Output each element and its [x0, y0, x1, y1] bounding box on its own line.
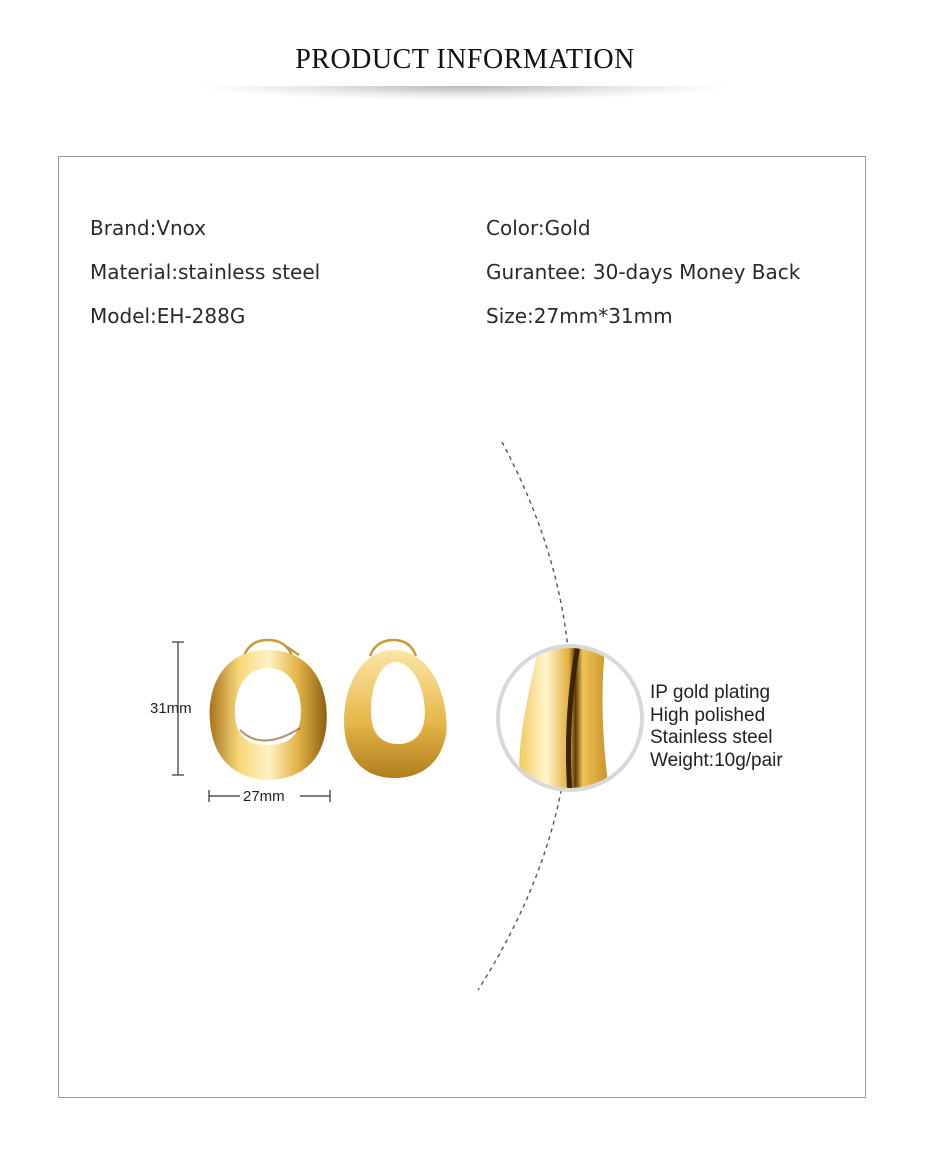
spec-guarantee: Gurantee: 30-days Money Back — [486, 260, 801, 284]
width-label: 27mm — [243, 788, 285, 805]
spec-color: Color:Gold — [486, 216, 591, 240]
feature-item: Weight:10g/pair — [650, 749, 783, 771]
spec-brand: Brand:Vnox — [90, 216, 207, 240]
zoom-detail-circle — [498, 640, 642, 800]
feature-item: IP gold plating — [650, 682, 771, 703]
feature-item: Stainless steel — [650, 727, 773, 748]
spec-size: Size:27mm*31mm — [486, 304, 673, 328]
spec-material: Material:stainless steel — [90, 260, 321, 284]
spec-model: Model:EH-288G — [90, 304, 246, 328]
page-title: PRODUCT INFORMATION — [295, 44, 635, 75]
height-label: 31mm — [150, 700, 192, 717]
earring-side-view — [344, 640, 446, 778]
earring-front-view — [210, 640, 327, 780]
feature-list — [650, 682, 783, 772]
feature-item: High polished — [650, 704, 766, 726]
